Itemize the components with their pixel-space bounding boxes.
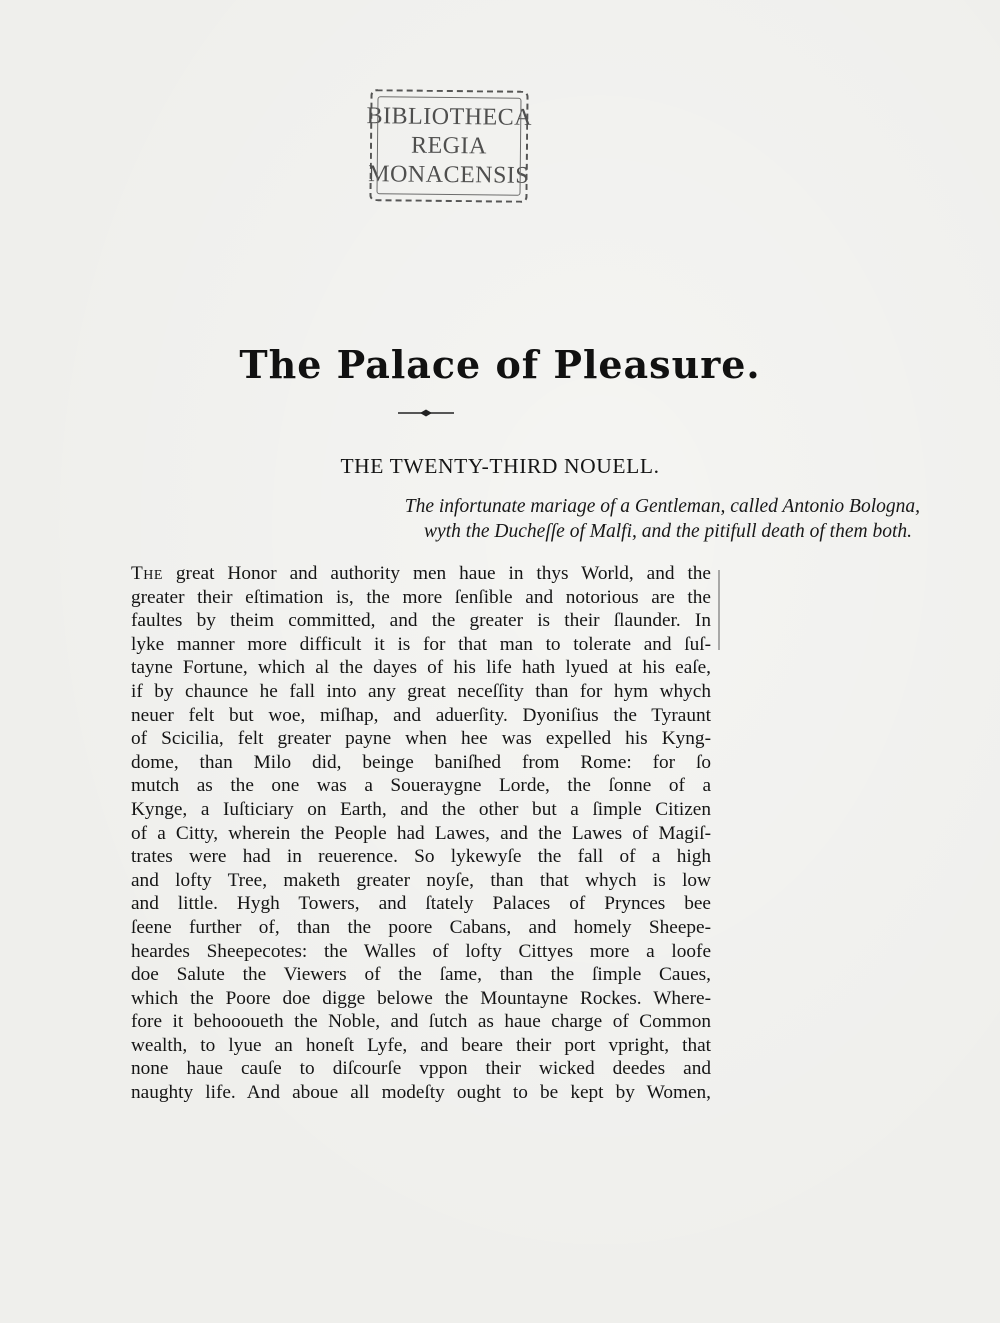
body-line: heardes Sheepecotes: the Walles of lofty Cittyes more a loofe: [131, 940, 711, 962]
subtitle-line-2: wyth the Ducheſſe of Malfi, and the pitifull death of them both.: [424, 521, 912, 542]
body-line: of Scicilia, felt greater payne when hee was expelled his Kyng-: [131, 728, 711, 750]
margin-mark: [718, 570, 720, 650]
body-line: naughty life. And aboue all modeſty ought to be kept by Women,: [131, 1082, 711, 1104]
novel-subtitle: [100, 494, 920, 544]
first-line-rest: great Honor and authority men haue in thys World, and the: [162, 563, 711, 584]
body-line: trates were had in reuerence. So lykewyſe the fall of a high: [131, 846, 711, 868]
first-word: The: [131, 563, 163, 584]
stamp-line-2: REGIA: [410, 132, 488, 159]
body-line: mutch as the one was a Soueraygne Lorde, the ſonne of a: [131, 775, 711, 797]
body-line: Kynge, a Iuſticiary on Earth, and the other but a ſimple Citizen: [131, 798, 711, 820]
body-line: wealth, to lyue an honeſt Lyfe, and beare their port vpright, that: [131, 1034, 711, 1056]
body-line: none haue cauſe to diſcourſe vppon their wicked deedes and: [131, 1058, 711, 1080]
body-line: tayne Fortune, which al the dayes of his life hath lyued at his eaſe,: [131, 657, 711, 679]
body-line: greater their eſtimation is, the more ſenſible and notorious are the: [131, 586, 711, 608]
body-line-first: [131, 562, 711, 586]
body-lines: [131, 586, 711, 1105]
body-line: dome, than Milo did, beinge baniſhed from Rome: for ſo: [131, 751, 711, 773]
stamp-line-1: BIBLIOTHECA: [366, 102, 533, 131]
subtitle-line-1: The infortunate mariage of a Gentleman, called Antonio Bologna,: [404, 496, 920, 517]
ornament-divider: [398, 405, 454, 421]
body-line: of a Citty, wherein the People had Lawes, and the Lawes of Magiſ-: [131, 822, 711, 844]
body-line: lyke manner more difficult it is for that man to tolerate and ſuſ-: [131, 633, 711, 655]
body-text: [131, 562, 711, 1105]
library-stamp: [366, 89, 533, 203]
body-line: which the Poore doe digge belowe the Mountayne Rockes. Where-: [131, 987, 711, 1009]
body-line: if by chaunce he fall into any great neceſſity than for hym whych: [131, 680, 711, 702]
novel-heading: THE TWENTY-THIRD NOUELL.: [340, 454, 660, 478]
stamp-line-3: MONACENSIS: [368, 160, 530, 189]
body-line: faultes by theim committed, and the greater is their ſlaunder. In: [131, 610, 711, 632]
body-line: fore it behoooueth the Noble, and ſutch as haue charge of Common: [131, 1011, 711, 1033]
body-line: ſeene further of, than the poore Cabans, and homely Sheepe-: [131, 916, 711, 938]
body-line: and lofty Tree, maketh greater noyſe, than that whych is low: [131, 869, 711, 891]
body-line: neuer felt but woe, miſhap, and aduerſity. Dyoniſius the Tyraunt: [131, 704, 711, 726]
body-line: and little. Hygh Towers, and ſtately Palaces of Prynces bee: [131, 893, 711, 915]
body-line: doe Salute the Viewers of the ſame, than the ſimple Caues,: [131, 964, 711, 986]
page-title: The Palace of Pleasure.: [239, 342, 761, 387]
